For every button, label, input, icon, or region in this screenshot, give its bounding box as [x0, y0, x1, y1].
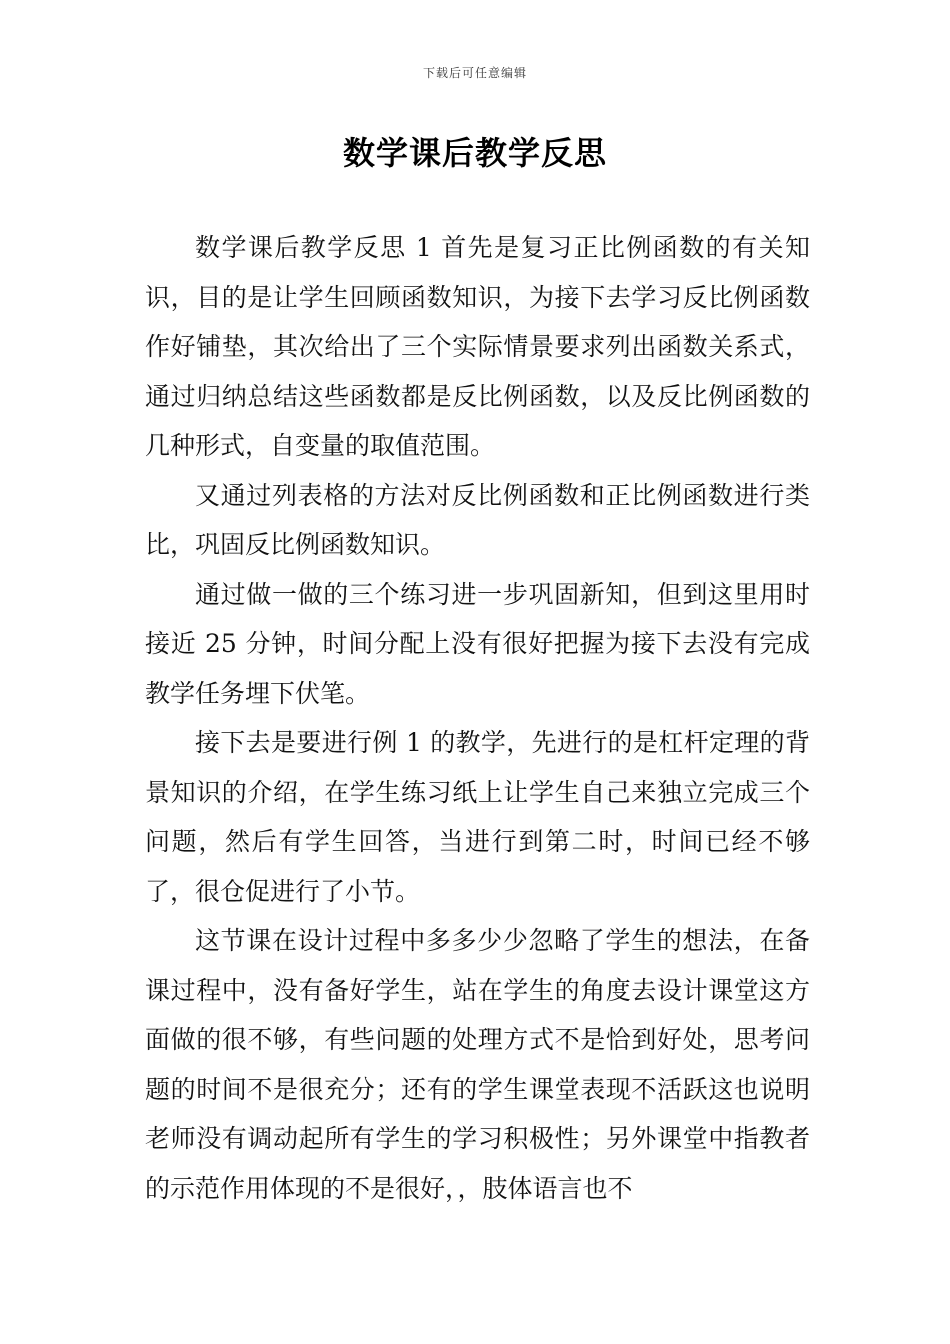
paragraph-3: 通过做一做的三个练习进一步巩固新知，但到这里用时接近 25 分钟，时间分配上没有很好把握为接下去没有完成教学任务埋下伏笔。	[145, 579, 810, 708]
paragraph-4: 接下去是要进行例 1 的教学，先进行的是杠杆定理的背景知识的介绍，在学生练习纸上让学生自己来独立完成三个问题，然后有学生回答，当进行到第二时，时间已经不够了，很仓促进行了小节。	[145, 728, 810, 906]
paragraph-5: 这节课在设计过程中多多少少忽略了学生的想法，在备课过程中，没有备好学生，站在学生的角度去设计课堂这方面做的很不够，有些问题的处理方式不是恰到好处，思考问题的时间不是很充分；还有的学生课堂表现不活跃这也说明老师没有调动起所有学生的学习积极性；另外课堂中指教者的示范作用体现的不是很好，，肢体语言也不	[145, 926, 810, 1203]
header-note: 下载后可任意编辑	[422, 66, 527, 80]
document-body	[145, 223, 810, 1213]
paragraph-1: 数学课后教学反思 1 首先是复习正比例函数的有关知识，目的是让学生回顾函数知识，为接下去学习反比例函数作好铺垫，其次给出了三个实际情景要求列出函数关系式，通过归纳总结这些函数都是反比例函数，以及反比例函数的几种形式，自变量的取值范围。	[145, 233, 810, 460]
paragraph-2: 又通过列表格的方法对反比例函数和正比例函数进行类比，巩固反比例函数知识。	[145, 480, 810, 559]
document-title: 数学课后教学反思	[342, 134, 607, 172]
